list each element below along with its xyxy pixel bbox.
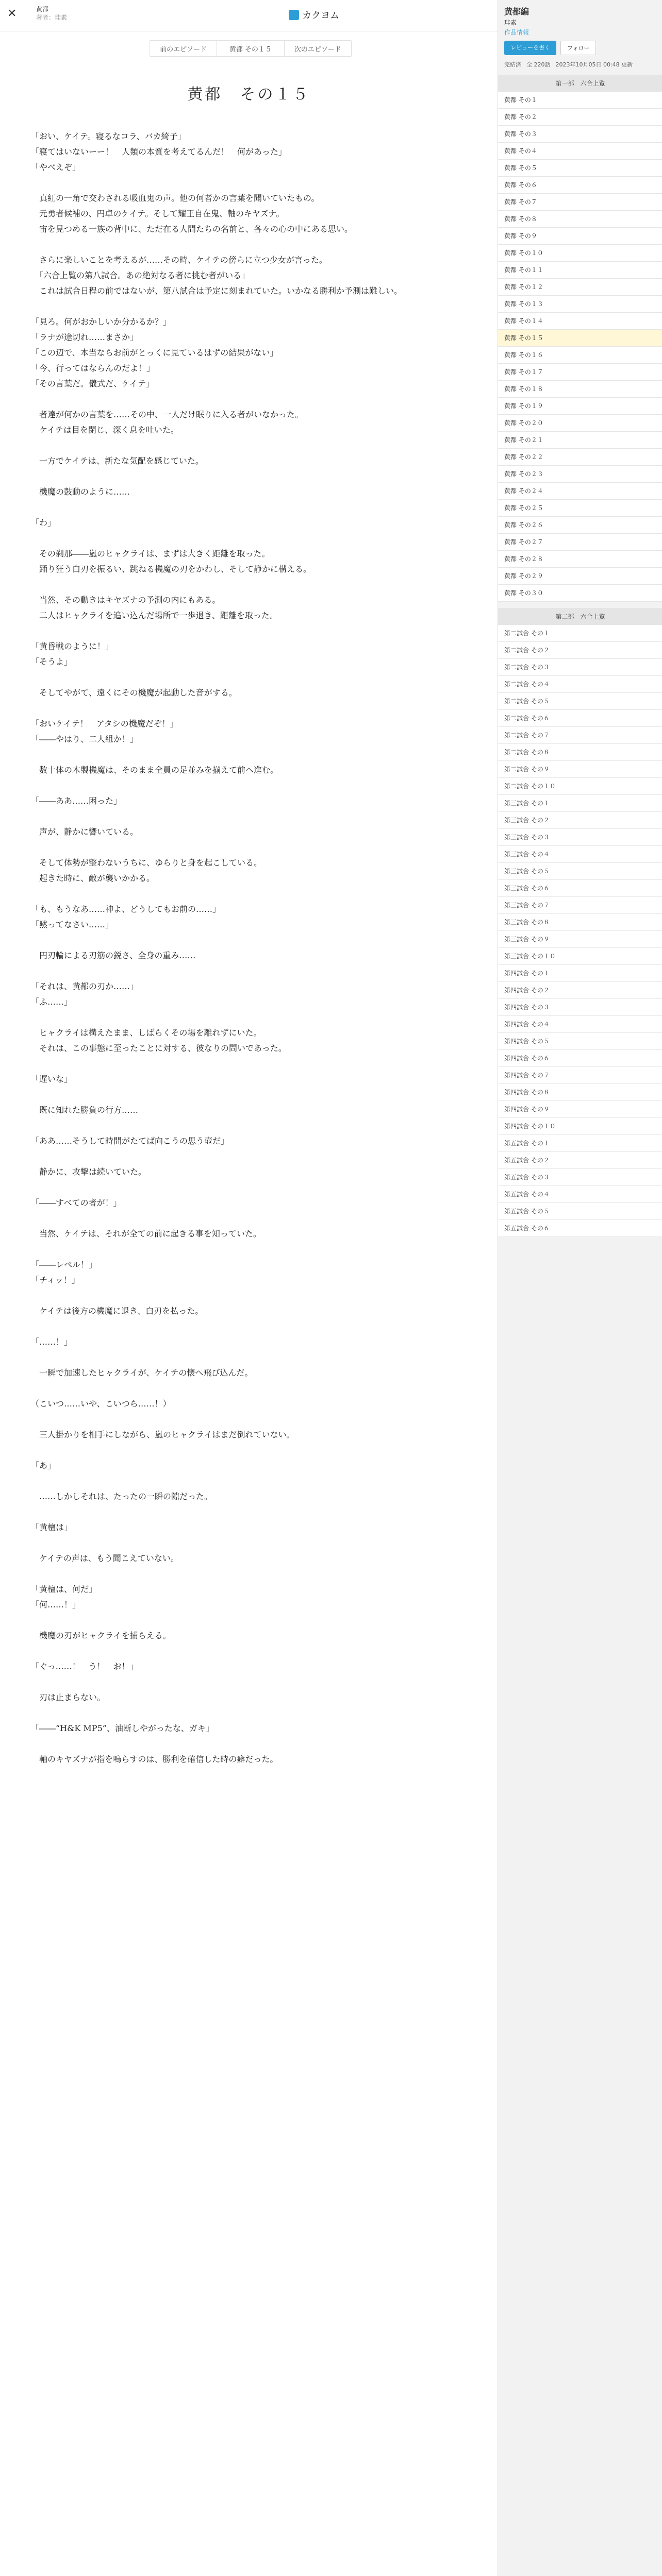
body-paragraph	[31, 237, 467, 252]
toc-episode-link[interactable]: 黄都 その２２	[498, 449, 662, 466]
body-paragraph	[31, 623, 467, 639]
toc-episode-link[interactable]: 黄都 その４	[498, 143, 662, 160]
toc-episode-link[interactable]: 黄都 その１１	[498, 262, 662, 279]
body-paragraph: 機魔の鼓動のように……	[31, 487, 130, 497]
body-paragraph: 機魔の刃がヒャクライを捕らえる。	[31, 1631, 171, 1640]
toc-episode-link[interactable]: 黄都 その２３	[498, 466, 662, 483]
toc-episode-link[interactable]: 黄都 その２６	[498, 517, 662, 534]
toc-episode-link[interactable]: 黄都 その２９	[498, 568, 662, 585]
body-paragraph: 「黄昏戦のように！」	[31, 641, 114, 651]
toc-episode-link[interactable]: 第四試合 その２	[498, 982, 662, 999]
toc-episode-link[interactable]: 黄都 その２０	[498, 415, 662, 432]
body-paragraph: 「黄檀は、何だ」	[31, 1584, 97, 1594]
body-paragraph: 「ふ……」	[31, 997, 73, 1007]
body-paragraph	[31, 500, 467, 515]
toc-episode-link[interactable]: 第二試合 その３	[498, 659, 662, 676]
episode-count: 全 220話	[526, 61, 551, 68]
body-paragraph	[31, 1319, 467, 1334]
body-paragraph: 一方でケイテは、新たな気配を感じていた。	[31, 456, 204, 466]
body-paragraph: さらに楽しいことを考えるが……その時、ケイテの傍らに立つ少女が言った。	[31, 255, 327, 265]
toc-episode-link[interactable]: 第五試合 その２	[498, 1152, 662, 1169]
toc-episode-link[interactable]: 黄都 その１０	[498, 245, 662, 262]
body-paragraph	[31, 1288, 467, 1303]
work-meta	[504, 60, 656, 69]
body-paragraph: ヒャクライは構えたまま、しばらくその場を離れずにいた。	[31, 1028, 262, 1038]
toc-episode-link[interactable]: 黄都 その７	[498, 194, 662, 211]
body-paragraph: 声が、静かに響いている。	[31, 827, 139, 837]
toc-episode-link[interactable]: 第四試合 その９	[498, 1101, 662, 1118]
toc-episode-link[interactable]: 黄都 その８	[498, 211, 662, 228]
toc-episode-link[interactable]: 黄都 その１８	[498, 381, 662, 398]
body-paragraph: 起きた時に、敵が襲いかかる。	[31, 873, 155, 883]
toc-episode-link[interactable]: 黄都 その３	[498, 126, 662, 143]
body-paragraph: 刃は止まらない。	[31, 1692, 106, 1702]
toc-episode-link[interactable]: 第五試合 その４	[498, 1186, 662, 1203]
toc-episode-link[interactable]: 黄都 その１９	[498, 398, 662, 415]
body-paragraph: これは試合日程の前ではないが、第八試合は予定に刻まれていた。いかなる勝利か予測は難しい。	[31, 286, 403, 296]
work-info-link[interactable]: 作品情報	[504, 29, 529, 36]
toc-episode-link[interactable]: 第二試合 その８	[498, 744, 662, 761]
body-paragraph: 「ああ……そうして時間がたてば向こうの思う壺だ」	[31, 1136, 229, 1146]
body-paragraph	[31, 886, 467, 902]
body-paragraph: 既に知れた勝負の行方……	[31, 1105, 139, 1115]
body-paragraph: 円刃輪による刃筋の鋭さ、全身の重み……	[31, 951, 196, 960]
logo-text: カクヨム	[302, 10, 339, 21]
body-paragraph: その刹那――嵐のヒャクライは、まずは大きく距離を取った。	[31, 549, 270, 558]
body-paragraph: 「おいケイテ！ アタシの機魔だぞ！」	[31, 719, 178, 728]
body-paragraph	[31, 392, 467, 407]
toc-episode-link[interactable]: 黄都 その２７	[498, 534, 662, 551]
toc-episode-link[interactable]: 第四試合 その１	[498, 965, 662, 982]
body-paragraph: 「おい、ケイテ。寝るなコラ、バカ綺子」	[31, 131, 186, 141]
body-paragraph: 「――“H&K MP5”、油断しやがったな、ガキ」	[31, 1723, 214, 1733]
body-paragraph	[31, 1242, 467, 1257]
body-paragraph: 「やべえぞ」	[31, 162, 81, 172]
toc-episode-link[interactable]: 第五試合 その３	[498, 1169, 662, 1186]
toc-list	[498, 625, 662, 1237]
body-paragraph: 「見ろ。何がおかしいか分かるか？」	[31, 317, 172, 327]
body-paragraph: 「わ」	[31, 518, 56, 528]
body-paragraph: ……しかしそれは、たったの一瞬の隙だった。	[31, 1492, 213, 1501]
toc-episode-link[interactable]: 黄都 その３０	[498, 585, 662, 602]
body-paragraph: 「何……！」	[31, 1600, 81, 1609]
toc-episode-link[interactable]: 第三試合 その２	[498, 812, 662, 829]
work-info[interactable]	[36, 5, 67, 22]
toc-episode-link[interactable]: 第四試合 その４	[498, 1016, 662, 1033]
body-paragraph: 「ぐっ……！ う！ お！」	[31, 1662, 138, 1671]
toc-section-header: 第二部 六合上覧	[498, 608, 662, 625]
prev-episode-link[interactable]: 前のエピソード	[150, 41, 217, 56]
body-paragraph	[31, 1705, 467, 1721]
toc-episode-link[interactable]: 第二試合 その２	[498, 642, 662, 659]
body-paragraph	[31, 175, 467, 191]
body-paragraph	[31, 747, 467, 762]
body-paragraph: 「この辺で、本当ならお前がとっくに見ているはずの結果がない」	[31, 348, 278, 358]
toc-episode-link[interactable]: 黄都 その６	[498, 177, 662, 194]
episode-title: 黄都 その１５	[187, 86, 310, 104]
toc-episode-link[interactable]: 第三試合 その３	[498, 829, 662, 846]
toc-episode-link[interactable]: 第二試合 その９	[498, 761, 662, 778]
site-logo[interactable]	[289, 8, 339, 22]
body-paragraph: ケイテは目を閉じ、深く息を吐いた。	[31, 425, 179, 435]
toc-episode-link[interactable]: 第三試合 その７	[498, 897, 662, 914]
body-paragraph: 「その言葉だ。儀式だ、ケイテ」	[31, 379, 154, 388]
toc-list	[498, 92, 662, 602]
toc-episode-link[interactable]: 第三試合 その１	[498, 795, 662, 812]
status-badge: 完結済	[504, 61, 521, 68]
toc-episode-link[interactable]: 第二試合 その４	[498, 676, 662, 693]
updated-date: 2023年10月05日 00:48 更新	[555, 61, 633, 68]
body-paragraph: 二人はヒャクライを追い込んだ場所で一歩退き、距離を取った。	[31, 611, 278, 620]
table-of-contents-panel	[498, 0, 662, 2576]
body-paragraph: 踊り狂う白刃を振るい、跳ねる機魔の刃をかわし、そして静かに構える。	[31, 564, 312, 574]
body-paragraph	[31, 778, 467, 793]
body-paragraph: 「六合上覧の第八試合。あの絶対なる者に挑む者がいる」	[31, 270, 250, 280]
next-episode-link[interactable]: 次のエピソード	[294, 45, 341, 54]
toc-episode-link[interactable]: 第四試合 その８	[498, 1084, 662, 1101]
body-paragraph: そしてやがて、遠くにその機魔が起動した音がする。	[31, 688, 237, 698]
body-paragraph	[31, 1736, 467, 1752]
toc-episode-link[interactable]: 黄都 その１２	[498, 279, 662, 296]
body-paragraph	[31, 1350, 467, 1365]
toc-episode-link[interactable]: 第三試合 その６	[498, 880, 662, 897]
body-paragraph: 「も、もうなあ……神よ、どうしてもお前の……」	[31, 904, 221, 914]
body-paragraph	[31, 1535, 467, 1551]
body-paragraph	[31, 1149, 467, 1164]
body-paragraph	[31, 1566, 467, 1582]
write-review-button[interactable]: レビューを書く	[504, 41, 556, 55]
body-paragraph	[31, 809, 467, 824]
body-paragraph: 数十体の木製機魔は、そのまま全員の足並みを揃えて前へ進む。	[31, 765, 279, 775]
body-paragraph: 「ラナが途切れ……まさか」	[31, 332, 139, 342]
body-paragraph: 「黙ってなさい……」	[31, 920, 114, 929]
body-paragraph	[31, 1118, 467, 1133]
body-paragraph: 「……！」	[31, 1337, 73, 1347]
body-paragraph: それは、この事態に至ったことに対する、彼なりの問いであった。	[31, 1043, 287, 1053]
body-paragraph: 静かに、攻撃は続いていた。	[31, 1167, 147, 1177]
sidebar-author[interactable]: 珪素	[504, 19, 517, 26]
body-paragraph: 「寝てはいないーー！ 人類の本質を考えてるんだ！ 何があった」	[31, 147, 287, 157]
body-paragraph	[31, 1087, 467, 1103]
body-paragraph	[31, 299, 467, 314]
body-paragraph: 真紅の一角で交わされる吸血鬼の声。他の何者かの言葉を聞いていたもの。	[31, 193, 320, 203]
toc-episode-link[interactable]: 黄都 その５	[498, 160, 662, 177]
toc-episode-link[interactable]: 第三試合 その４	[498, 846, 662, 863]
body-paragraph	[31, 1674, 467, 1690]
body-paragraph: 一瞬で加速したヒャクライが、ケイテの懐へ飛び込んだ。	[31, 1368, 253, 1378]
body-paragraph: ケイテの声は、もう聞こえていない。	[31, 1553, 179, 1563]
body-paragraph	[31, 438, 467, 453]
body-paragraph	[31, 701, 467, 716]
toc-episode-link[interactable]: 黄都 その１５	[498, 330, 662, 347]
toc-episode-link[interactable]: 第二試合 その１	[498, 625, 662, 642]
body-paragraph: 三人掛かりを相手にしながら、嵐のヒャクライはまだ倒れていない。	[31, 1430, 295, 1439]
body-paragraph: 「それは、黄都の刃か……」	[31, 981, 139, 991]
body-paragraph	[31, 1443, 467, 1458]
toc-episode-link[interactable]: 黄都 その２８	[498, 551, 662, 568]
toc-section-header: 第一部 六合上覧	[498, 75, 662, 92]
body-paragraph	[31, 1504, 467, 1520]
episode-pager	[150, 40, 352, 57]
current-episode-label: 黄都 その１５	[217, 41, 284, 56]
toc-episode-link[interactable]: 第四試合 その３	[498, 999, 662, 1016]
body-paragraph	[31, 1412, 467, 1427]
body-paragraph: 「あ」	[31, 1461, 56, 1470]
body-paragraph: ケイテは後方の機魔に退き、白刃を払った。	[31, 1306, 204, 1316]
episode-body	[31, 129, 467, 1767]
toc-episode-link[interactable]: 第四試合 その５	[498, 1033, 662, 1050]
body-paragraph: 「今、行ってはならんのだよ！」	[31, 363, 155, 373]
logo-icon	[289, 10, 299, 20]
toc-episode-link[interactable]: 第二試合 その５	[498, 693, 662, 710]
body-paragraph: 軸のキヤズナが指を鳴らすのは、勝利を確信した時の癖だった。	[31, 1754, 278, 1764]
toc-episode-link[interactable]: 第五試合 その５	[498, 1203, 662, 1220]
body-paragraph	[31, 1211, 467, 1226]
body-paragraph	[31, 577, 467, 592]
toc-episode-link[interactable]: 黄都 その２	[498, 109, 662, 126]
close-icon[interactable]: ✕	[7, 7, 17, 20]
toc-episode-link[interactable]: 第二試合 その１０	[498, 778, 662, 795]
toc-episode-link[interactable]: 黄都 その１６	[498, 347, 662, 364]
body-paragraph	[31, 933, 467, 948]
body-paragraph: 「黄檀は」	[31, 1522, 73, 1532]
body-paragraph: 「そうよ」	[31, 657, 73, 667]
body-paragraph	[31, 1056, 467, 1072]
body-paragraph	[31, 531, 467, 546]
body-paragraph: （こいつ……いや、こいつら……！）	[31, 1399, 171, 1409]
toc-episode-link[interactable]: 第三試合 その８	[498, 914, 662, 931]
toc-episode-link[interactable]: 黄都 その２１	[498, 432, 662, 449]
toc-episode-link[interactable]: 黄都 その１	[498, 92, 662, 109]
body-paragraph: 「遅いな」	[31, 1074, 73, 1084]
body-paragraph	[31, 1180, 467, 1195]
toc-episode-link[interactable]: 第二試合 その７	[498, 727, 662, 744]
body-paragraph	[31, 1643, 467, 1659]
work-title: 黄都	[36, 6, 49, 13]
body-paragraph: 「チィッ！」	[31, 1275, 80, 1285]
body-paragraph	[31, 1010, 467, 1025]
body-paragraph	[31, 1381, 467, 1396]
follow-button[interactable]: フォロー	[560, 41, 596, 55]
body-paragraph	[31, 1473, 467, 1489]
toc-episode-link[interactable]: 黄都 その１３	[498, 296, 662, 313]
body-paragraph	[31, 840, 467, 855]
sidebar-work-title[interactable]: 黄都編	[504, 7, 529, 16]
toc-episode-link[interactable]: 第三試合 その５	[498, 863, 662, 880]
toc-episode-link[interactable]: 黄都 その１４	[498, 313, 662, 330]
body-paragraph: 「――レベル！」	[31, 1260, 97, 1269]
body-paragraph	[31, 670, 467, 685]
toc-episode-link[interactable]: 第五試合 その１	[498, 1135, 662, 1152]
toc-episode-link[interactable]: 第四試合 その７	[498, 1067, 662, 1084]
toc-episode-link[interactable]: 第三試合 その１０	[498, 948, 662, 965]
toc-episode-link[interactable]: 第四試合 その６	[498, 1050, 662, 1067]
body-paragraph: 者達が何かの言葉を……その中、一人だけ眠りに入る者がいなかった。	[31, 410, 304, 419]
body-paragraph: 「――ああ……困った」	[31, 796, 122, 806]
body-paragraph: 宙を見つめる一族の背中に、ただ在る人間たちの名前と、各々の心の中にある思い。	[31, 224, 353, 234]
toc-episode-link[interactable]: 黄都 その９	[498, 228, 662, 245]
body-paragraph: 当然、その動きはキヤズナの予測の内にもある。	[31, 595, 221, 605]
body-paragraph: 当然、ケイテは、それが全ての前に起きる事を知っていた。	[31, 1229, 261, 1239]
body-paragraph	[31, 469, 467, 484]
reader-main	[0, 31, 498, 2576]
author-name: 著者：珪素	[36, 14, 68, 21]
toc-episode-link[interactable]: 第二試合 その６	[498, 710, 662, 727]
toc-episode-link[interactable]: 黄都 その２４	[498, 483, 662, 500]
body-paragraph: 「――すべての者が！」	[31, 1198, 122, 1208]
toc-episode-link[interactable]: 第五試合 その６	[498, 1220, 662, 1237]
toc-episode-link[interactable]: 第三試合 その９	[498, 931, 662, 948]
body-paragraph: 「――やはり、二人組か！」	[31, 734, 139, 744]
toc-episode-link[interactable]: 第四試合 その１０	[498, 1118, 662, 1135]
body-paragraph: そして体勢が整わないうちに、ゆらりと身を起こしている。	[31, 858, 262, 868]
body-paragraph	[31, 1613, 467, 1628]
toc-episode-link[interactable]: 黄都 その１７	[498, 364, 662, 381]
body-paragraph: 元勇者候補の、円卓のケイテ。そして耀王自在鬼、軸のキヤズナ。	[31, 209, 285, 218]
toc-episode-link[interactable]: 黄都 その２５	[498, 500, 662, 517]
body-paragraph	[31, 963, 467, 979]
